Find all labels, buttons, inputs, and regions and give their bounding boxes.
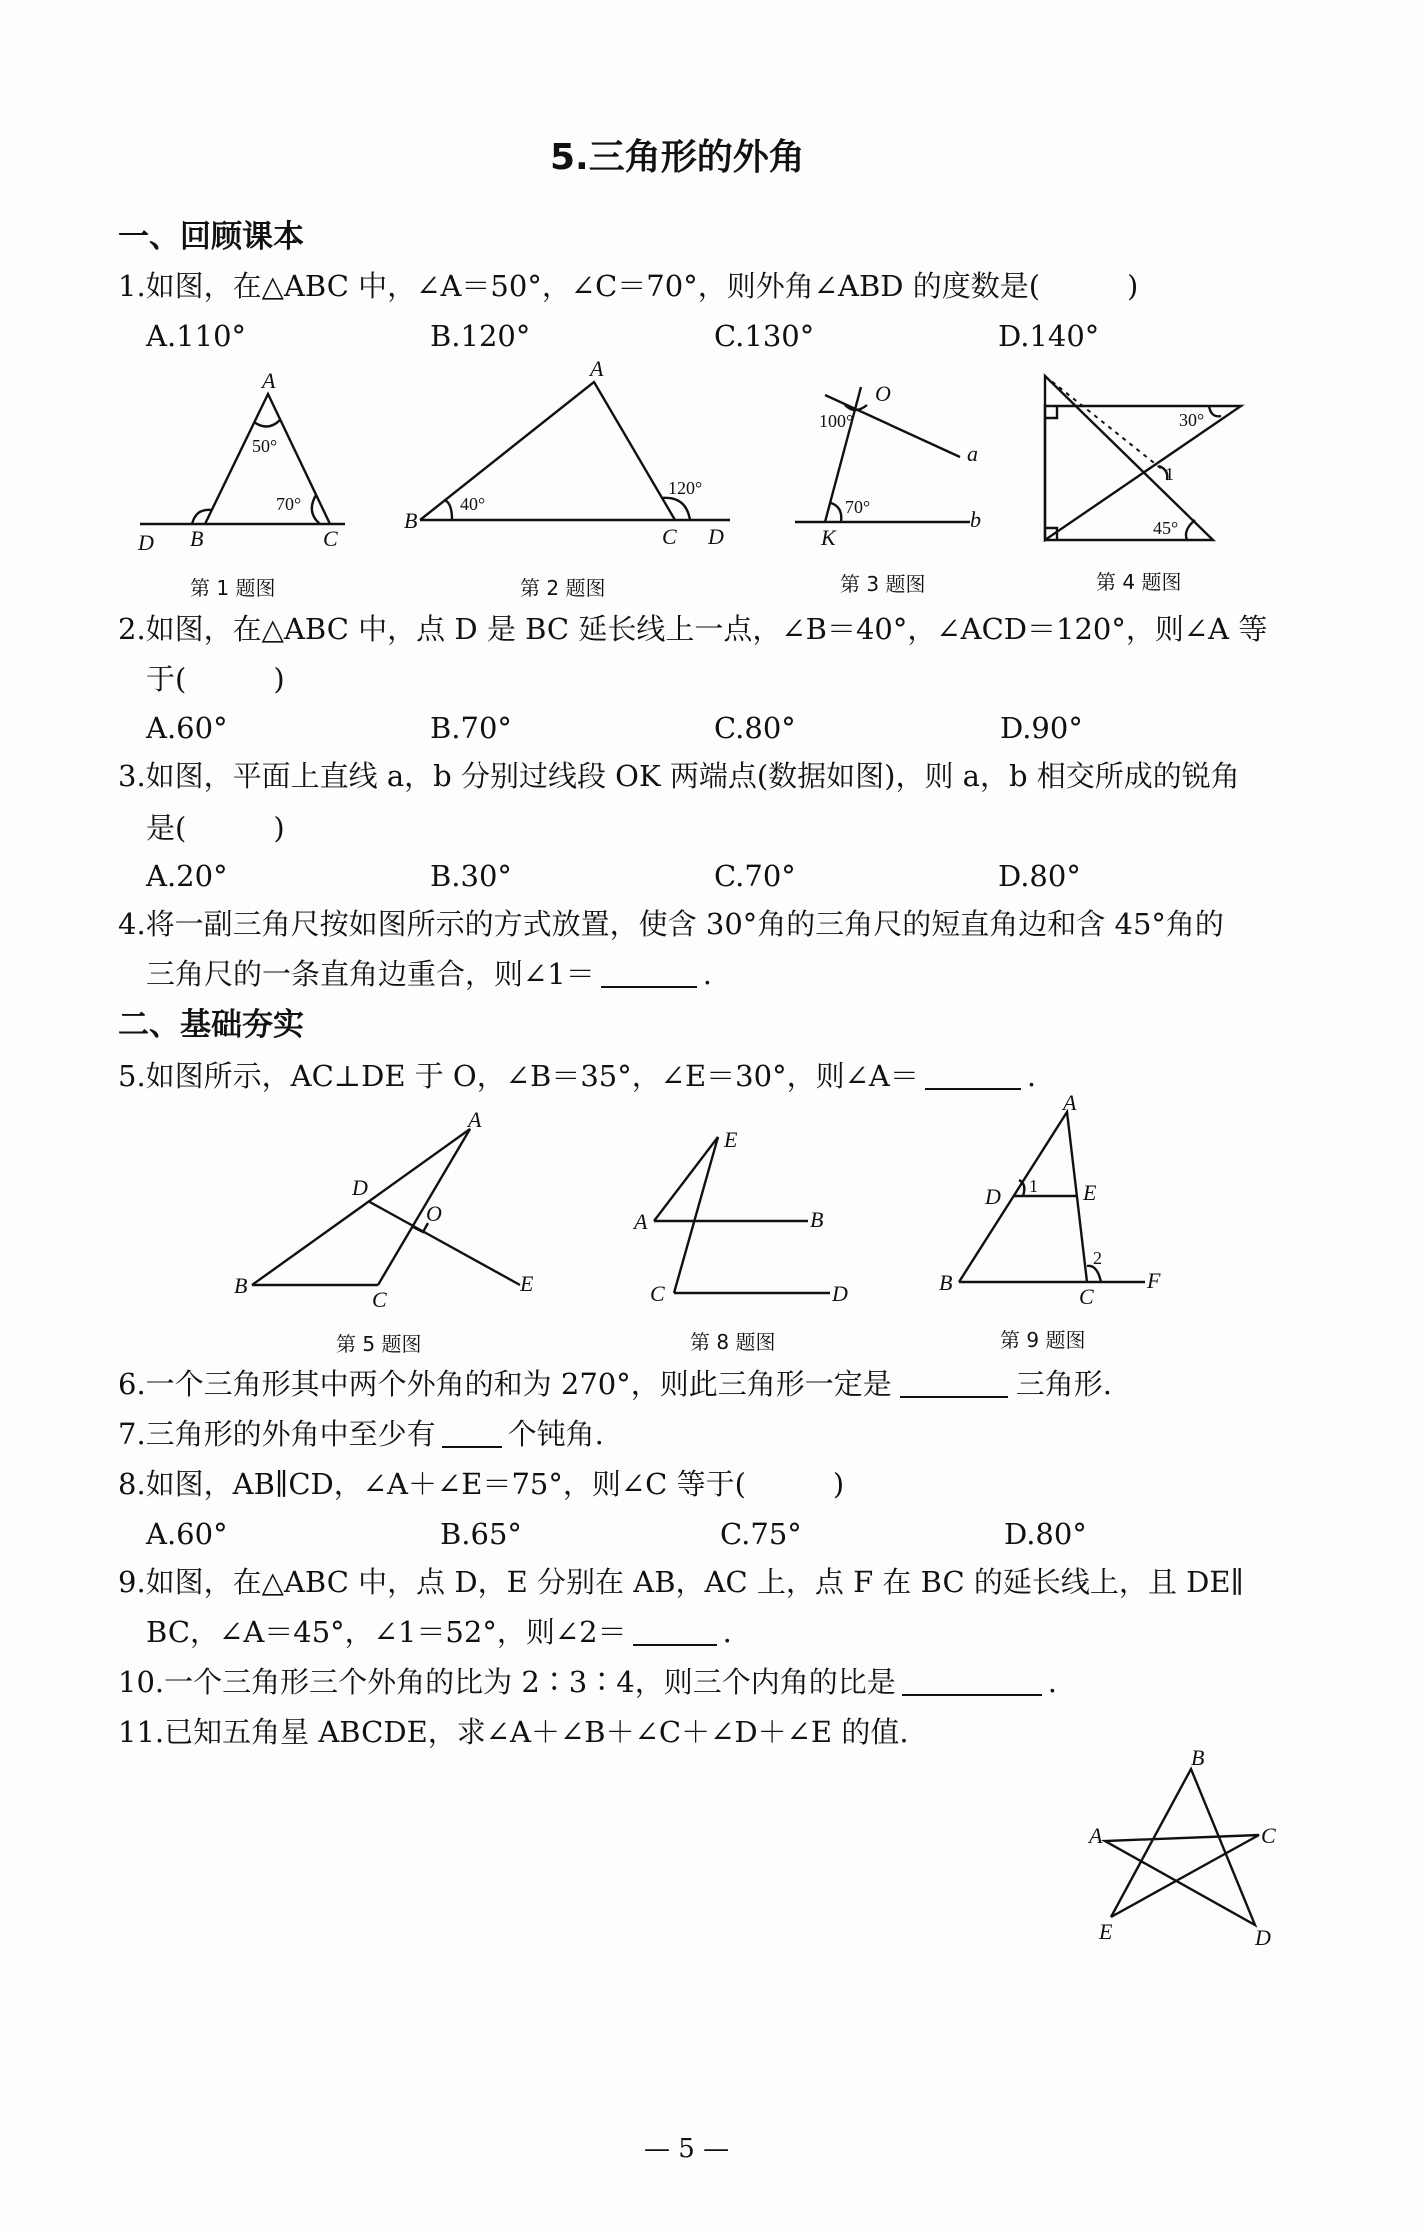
fig9-label-b: B <box>939 1270 953 1295</box>
question-3-text-line-2: 是( ) <box>146 811 285 845</box>
caption-fig-9: 第 9 题图 <box>1000 1328 1086 1352</box>
fig3-label-b: b <box>970 507 981 532</box>
q5-answer-blank[interactable] <box>925 1064 1021 1090</box>
fig5-label-a: A <box>468 1107 482 1132</box>
fig9-label-f: F <box>1147 1268 1161 1293</box>
fig9-label-e: E <box>1083 1180 1097 1205</box>
fig2-label-a: A <box>590 356 604 381</box>
q10-prompt: 10.一个三角形三个外角的比为 2∶3∶4，则三个内角的比是 <box>118 1665 896 1699</box>
fig2-angle-acd: 120° <box>668 478 703 498</box>
q1-option-c: C.130° <box>714 319 815 353</box>
caption-fig-1: 第 1 题图 <box>190 576 276 600</box>
caption-fig-8: 第 8 题图 <box>690 1330 776 1354</box>
fig11-label-c: C <box>1261 1823 1276 1848</box>
figure-2 <box>400 356 740 549</box>
fig11-label-b: B <box>1191 1745 1205 1770</box>
fig1-label-b: B <box>190 526 204 551</box>
caption-fig-3: 第 3 题图 <box>840 572 926 596</box>
q3-option-d: D.80° <box>998 859 1081 893</box>
fig4-angle-45: 45° <box>1153 518 1179 538</box>
fig3-angle-o: 100° <box>819 411 854 431</box>
fig8-label-e: E <box>724 1127 738 1152</box>
fig9-label-d: D <box>985 1184 1001 1209</box>
fig8-label-a: A <box>634 1209 648 1234</box>
caption-fig-4: 第 4 题图 <box>1096 570 1182 594</box>
fig1-label-a: A <box>262 368 276 393</box>
fig2-label-d: D <box>708 524 724 549</box>
q7-answer-blank[interactable] <box>442 1422 502 1448</box>
figure-5 <box>230 1107 550 1312</box>
q7-prompt: 7.三角形的外角中至少有 <box>118 1417 436 1451</box>
fig3-label-a: a <box>967 441 978 466</box>
q10-answer-blank[interactable] <box>902 1670 1042 1696</box>
fig9-angle-2: 2 <box>1093 1248 1102 1268</box>
question-2-text-line-2: 于( ) <box>146 662 285 696</box>
q8-option-b: B.65° <box>440 1517 522 1551</box>
fig9-label-a: A <box>1063 1090 1077 1115</box>
fig3-label-o: O <box>875 381 891 406</box>
fig4-angle-30: 30° <box>1179 410 1205 430</box>
caption-fig-2: 第 2 题图 <box>520 576 606 600</box>
q1-option-d: D.140° <box>998 319 1100 353</box>
q3-option-b: B.30° <box>430 859 512 893</box>
fig11-label-d: D <box>1255 1925 1271 1950</box>
question-4-text-line-2 <box>146 957 712 991</box>
page-title: 5.三角形的外角 <box>550 137 805 178</box>
question-5-text <box>118 1059 1037 1093</box>
fig8-label-d: D <box>832 1281 848 1306</box>
q6-end: 三角形. <box>1015 1367 1112 1401</box>
fig5-label-e: E <box>520 1271 534 1296</box>
fig1-angle-a: 50° <box>252 436 278 456</box>
q5-prompt: 5.如图所示，AC⊥DE 于 O，∠B＝35°，∠E＝30°，则∠A＝ <box>118 1059 919 1093</box>
question-3-text-line-1: 3.如图，平面上直线 a，b 分别过线段 OK 两端点(数据如图)，则 a，b 相交所成的锐角 <box>118 759 1240 793</box>
figure-11-pentagram <box>1085 1745 1285 1950</box>
q9-prompt: BC，∠A＝45°，∠1＝52°，则∠2＝ <box>146 1615 627 1649</box>
section-heading-basics: 二、基础夯实 <box>118 1007 304 1043</box>
fig11-label-e: E <box>1099 1919 1113 1944</box>
question-7-text <box>118 1417 604 1451</box>
fig1-angle-c: 70° <box>276 494 302 514</box>
q8-option-d: D.80° <box>1004 1517 1087 1551</box>
q2-option-d: D.90° <box>1000 711 1083 745</box>
fig1-label-d: D <box>138 530 154 555</box>
question-9-text-line-1: 9.如图，在△ABC 中，点 D，E 分别在 AB，AC 上，点 F 在 BC 的延长线上，且 DE∥ <box>118 1565 1244 1599</box>
figure-4 <box>1035 370 1250 550</box>
question-10-text <box>118 1665 1057 1699</box>
q8-option-a: A.60° <box>146 1517 228 1551</box>
q1-option-a: A.110° <box>146 319 247 353</box>
caption-fig-5: 第 5 题图 <box>336 1332 422 1356</box>
q5-end: . <box>1026 1059 1037 1093</box>
fig9-label-c: C <box>1079 1284 1094 1309</box>
q4-answer-blank[interactable] <box>601 962 697 988</box>
q1-option-b: B.120° <box>430 319 531 353</box>
q7-end: 个钝角. <box>507 1417 604 1451</box>
fig1-label-c: C <box>323 526 338 551</box>
fig11-label-a: A <box>1089 1823 1103 1848</box>
question-6-text <box>118 1367 1112 1401</box>
question-11-text: 11.已知五角星 ABCDE，求∠A＋∠B＋∠C＋∠D＋∠E 的值. <box>118 1715 909 1749</box>
page-number: — 5 — <box>644 2134 730 2164</box>
q2-option-a: A.60° <box>146 711 228 745</box>
figure-8 <box>630 1125 860 1305</box>
fig2-label-b: B <box>404 508 418 533</box>
fig5-label-d: D <box>352 1175 368 1200</box>
figure-9 <box>935 1090 1175 1309</box>
q10-end: . <box>1047 1665 1057 1699</box>
fig2-angle-b: 40° <box>460 494 486 514</box>
q4-prompt: 三角尺的一条直角边重合，则∠1＝ <box>146 957 595 991</box>
figure-1 <box>130 368 350 555</box>
section-heading-review: 一、回顾课本 <box>118 219 304 255</box>
question-2-text-line-1: 2.如图，在△ABC 中，点 D 是 BC 延长线上一点，∠B＝40°，∠ACD＝120°，则∠A 等 <box>118 612 1268 646</box>
fig8-label-b: B <box>810 1207 824 1232</box>
q3-option-c: C.70° <box>714 859 796 893</box>
question-1-text: 1.如图，在△ABC 中，∠A＝50°，∠C＝70°，则外角∠ABD 的度数是( ) <box>118 269 1139 303</box>
fig2-label-c: C <box>662 524 677 549</box>
question-9-text-line-2 <box>146 1615 732 1649</box>
fig9-angle-1: 1 <box>1029 1176 1038 1196</box>
q4-end: . <box>702 957 712 991</box>
q8-option-c: C.75° <box>720 1517 802 1551</box>
q6-answer-blank[interactable] <box>900 1372 1008 1398</box>
fig8-label-c: C <box>650 1281 665 1306</box>
q2-option-b: B.70° <box>430 711 512 745</box>
q9-end: . <box>722 1615 732 1649</box>
fig3-angle-k: 70° <box>845 497 871 517</box>
fig3-label-k: K <box>821 525 836 550</box>
q6-prompt: 6.一个三角形其中两个外角的和为 270°，则此三角形一定是 <box>118 1367 892 1401</box>
q3-option-a: A.20° <box>146 859 228 893</box>
fig4-angle-1: 1 <box>1165 464 1174 484</box>
figure-3 <box>785 375 1015 550</box>
fig5-label-c: C <box>372 1287 387 1312</box>
q2-option-c: C.80° <box>714 711 796 745</box>
question-8-text: 8.如图，AB∥CD，∠A＋∠E＝75°，则∠C 等于( ) <box>118 1467 845 1501</box>
fig5-label-b: B <box>234 1273 248 1298</box>
fig5-label-o: O <box>426 1201 442 1226</box>
question-4-text-line-1: 4.将一副三角尺按如图所示的方式放置，使含 30°角的三角尺的短直角边和含 45°角的 <box>118 907 1224 941</box>
q9-answer-blank[interactable] <box>633 1620 717 1646</box>
